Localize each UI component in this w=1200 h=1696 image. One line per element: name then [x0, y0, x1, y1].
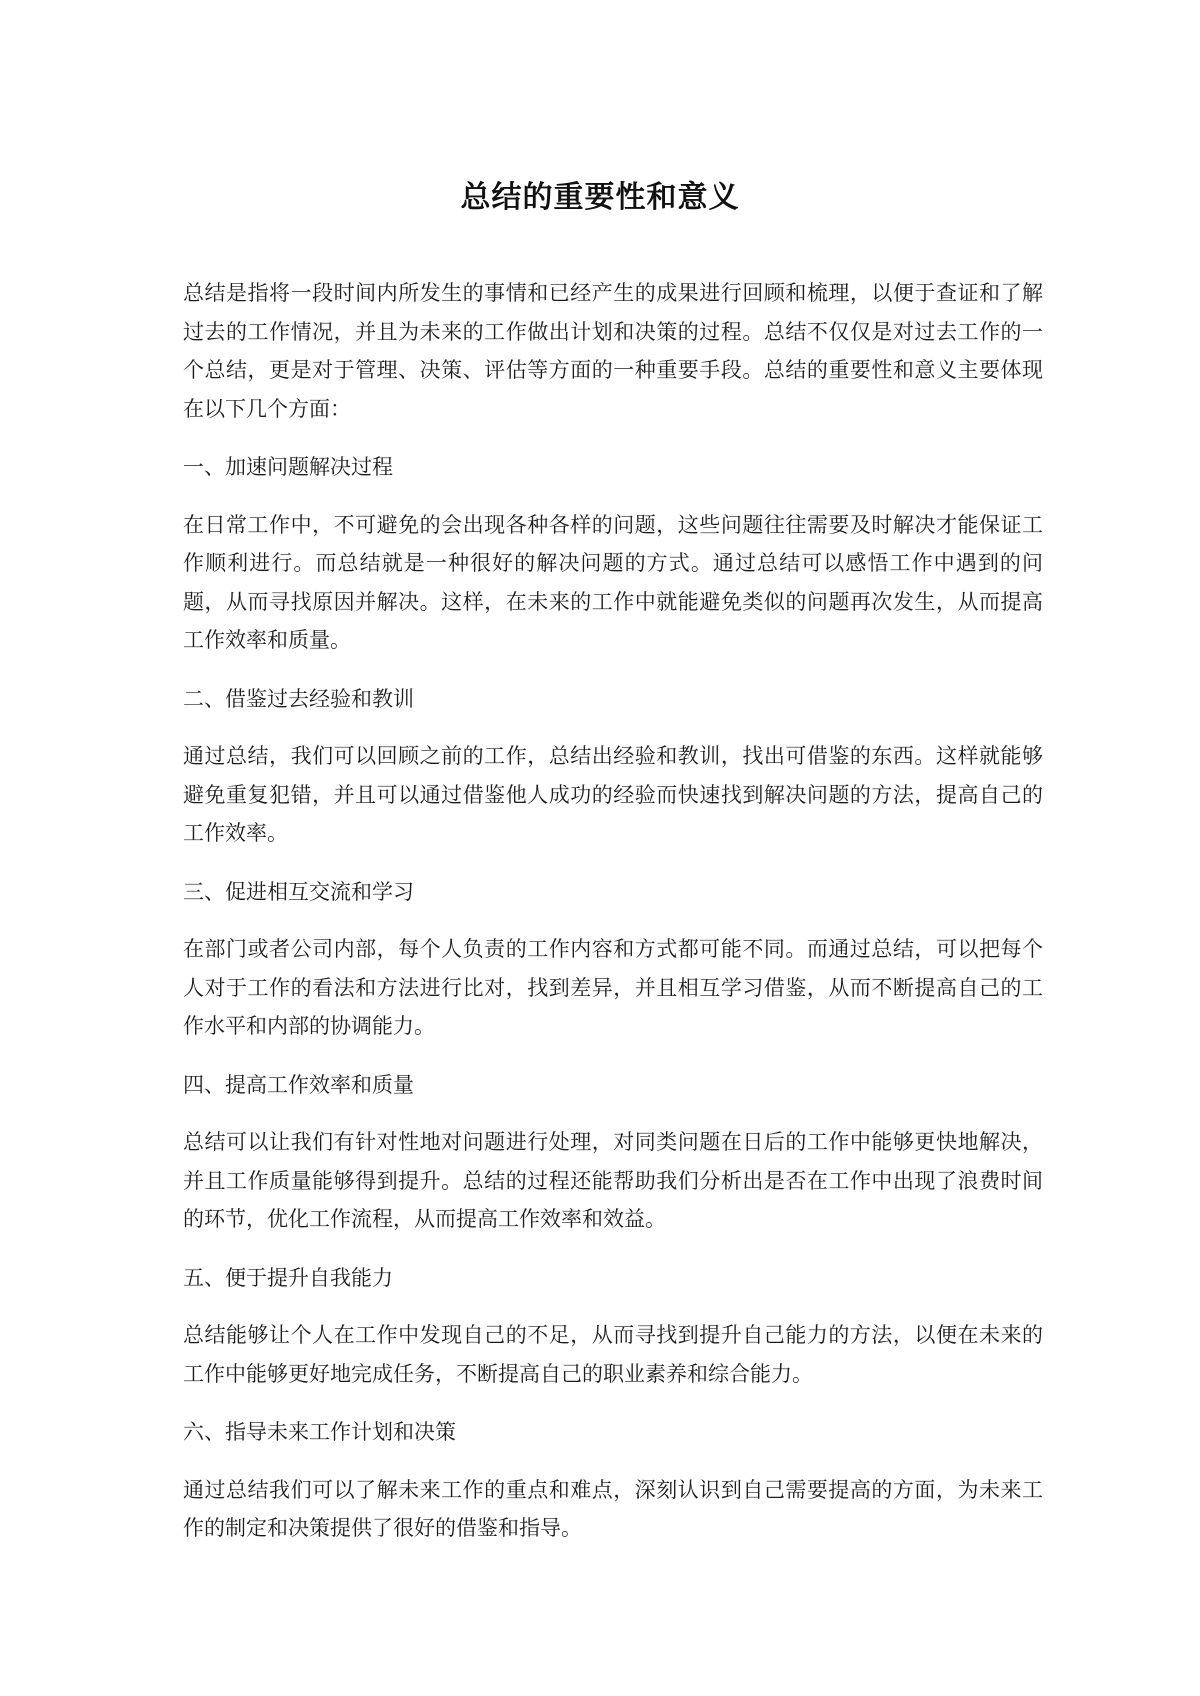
intro-paragraph: 总结是指将一段时间内所发生的事情和已经产生的成果进行回顾和梳理，以便于查证和了解过去的工作情况，并且为未来的工作做出计划和决策的过程。总结不仅仅是对过去工作的一个总结，更是对于管理、决策、评估等方面的一种重要手段。总结的重要性和意义主要体现在以下几个方面： — [183, 281, 1043, 421]
section-heading-3: 三、促进相互交流和学习 — [183, 879, 414, 904]
section-heading-2: 二、借鉴过去经验和教训 — [183, 686, 414, 711]
section-heading-5: 五、便于提升自我能力 — [183, 1265, 393, 1290]
section-heading-1: 一、加速问题解决过程 — [183, 455, 393, 479]
section-heading-6: 六、指导未来工作计划和决策 — [183, 1420, 456, 1444]
section-body-4: 总结可以让我们有针对性地对问题进行处理，对同类问题在日后的工作中能够更快地解决，并且工作质量能够得到提升。总结的过程还能帮助我们分析出是否在工作中出现了浪费时间的环节，优化工作流程，从而提高工作效率和效益。 — [183, 1130, 1043, 1231]
section-heading-4: 四、提高工作效率和质量 — [183, 1072, 414, 1097]
section-body-2: 通过总结，我们可以回顾之前的工作，总结出经验和教训，找出可借鉴的东西。这样就能够避免重复犯错，并且可以通过借鉴他人成功的经验而快速找到解决问题的方法，提高自己的工作效率。 — [183, 744, 1043, 845]
section-body-1: 在日常工作中，不可避免的会出现各种各样的问题，这些问题往往需要及时解决才能保证工作顺利进行。而总结就是一种很好的解决问题的方式。通过总结可以感悟工作中遇到的问题，从而寻找原因并解决。这样，在未来的工作中就能避免类似的问题再次发生，从而提高工作效率和质量。 — [183, 512, 1043, 652]
section-body-6: 通过总结我们可以了解未来工作的重点和难点，深刻认识到自己需要提高的方面，为未来工作的制定和决策提供了很好的借鉴和指导。 — [183, 1477, 1043, 1540]
section-body-5: 总结能够让个人在工作中发现自己的不足，从而寻找到提升自己能力的方法，以便在未来的工作中能够更好地完成任务，不断提高自己的职业素养和综合能力。 — [183, 1323, 1043, 1386]
page-title: 总结的重要性和意义 — [460, 180, 740, 215]
document-body — [183, 274, 1043, 1568]
section-body-3: 在部门或者公司内部，每个人负责的工作内容和方式都可能不同。而通过总结，可以把每个人对于工作的看法和方法进行比对，找到差异，并且相互学习借鉴，从而不断提高自己的工作水平和内部的协调能力。 — [183, 937, 1043, 1038]
